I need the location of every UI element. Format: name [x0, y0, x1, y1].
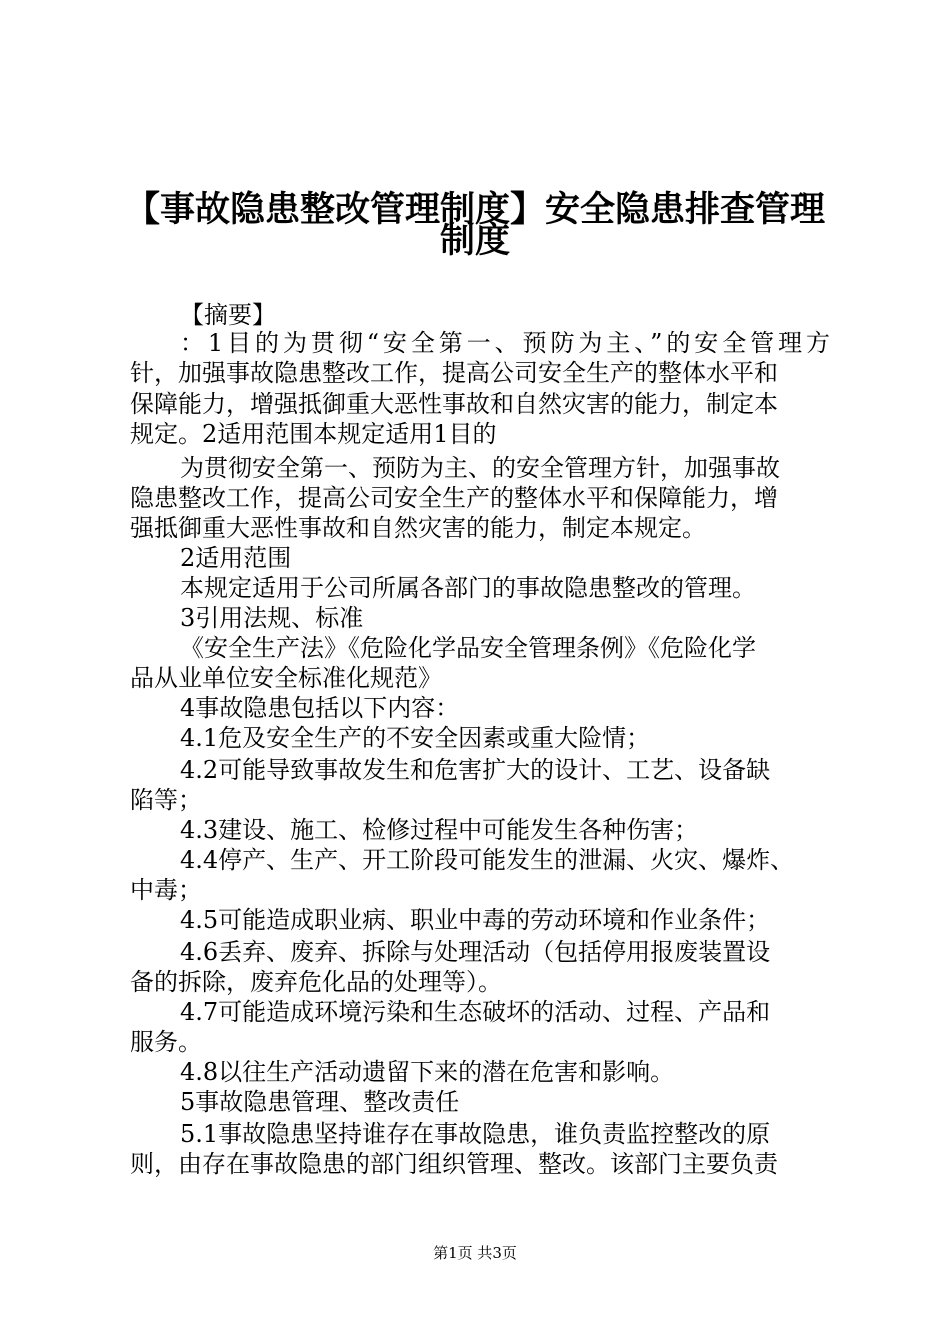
body-line: 2适用范围	[180, 544, 292, 572]
body-line: 为贯彻安全第一、预防为主、的安全管理方针，加强事故	[180, 454, 780, 482]
body-line: 4.3建设、施工、检修过程中可能发生各种伤害；	[180, 816, 699, 844]
body-line: 5.1事故隐患坚持谁存在事故隐患，谁负责监控整改的原	[180, 1120, 771, 1148]
body-line: 4.1危及安全生产的不安全因素或重大险情；	[180, 724, 651, 752]
body-line: 规定。2适用范围本规定适用1目的	[130, 420, 497, 448]
body-line: 4.4停产、生产、开工阶段可能发生的泄漏、火灾、爆炸、	[180, 846, 795, 874]
body-line: 4.2可能导致事故发生和危害扩大的设计、工艺、设备缺	[180, 756, 771, 784]
page-footer: 第1页 共3页	[433, 1244, 517, 1262]
body-line: 4.8以往生产活动遗留下来的潜在危害和影响。	[180, 1058, 675, 1086]
body-line: 本规定适用于公司所属各部门的事故隐患整改的管理。	[180, 574, 756, 602]
body-line: 4.7可能造成环境污染和生态破坏的活动、过程、产品和	[180, 998, 771, 1026]
body-line: 则，由存在事故隐患的部门组织管理、整改。该部门主要负责	[130, 1150, 778, 1178]
body-line: 《安全生产法》《危险化学品安全管理条例》《危险化学	[180, 634, 756, 662]
body-line: 5事故隐患管理、整改责任	[180, 1088, 460, 1116]
body-line: 4.6丢弃、废弃、拆除与处理活动（包括停用报废装置设	[180, 938, 771, 966]
body-line: 中毒；	[130, 876, 202, 904]
body-line: 【摘要】	[180, 301, 276, 329]
body-line: 隐患整改工作，提高公司安全生产的整体水平和保障能力，增	[130, 484, 778, 512]
body-line: 4.5可能造成职业病、职业中毒的劳动环境和作业条件；	[180, 906, 771, 934]
document-title-line-1: 【事故隐患整改管理制度】安全隐患排查管理	[124, 190, 825, 230]
body-line: ：1目的为贯彻“安全第一、预防为主、”的安全管理方	[180, 329, 830, 357]
body-line: 强抵御重大恶性事故和自然灾害的能力，制定本规定。	[130, 514, 706, 542]
body-line: 服务。	[130, 1028, 202, 1056]
body-line: 备的拆除，废弃危化品的处理等）。	[130, 968, 502, 996]
body-line: 4事故隐患包括以下内容：	[180, 694, 460, 722]
document-title-line-2: 制度	[439, 221, 510, 261]
body-line: 3引用法规、标准	[180, 604, 364, 632]
body-line: 陷等；	[130, 786, 202, 814]
body-line: 针，加强事故隐患整改工作，提高公司安全生产的整体水平和	[130, 359, 778, 387]
body-line: 品从业单位安全标准化规范》	[130, 664, 442, 692]
body-line: 保障能力，增强抵御重大恶性事故和自然灾害的能力，制定本	[130, 390, 778, 418]
